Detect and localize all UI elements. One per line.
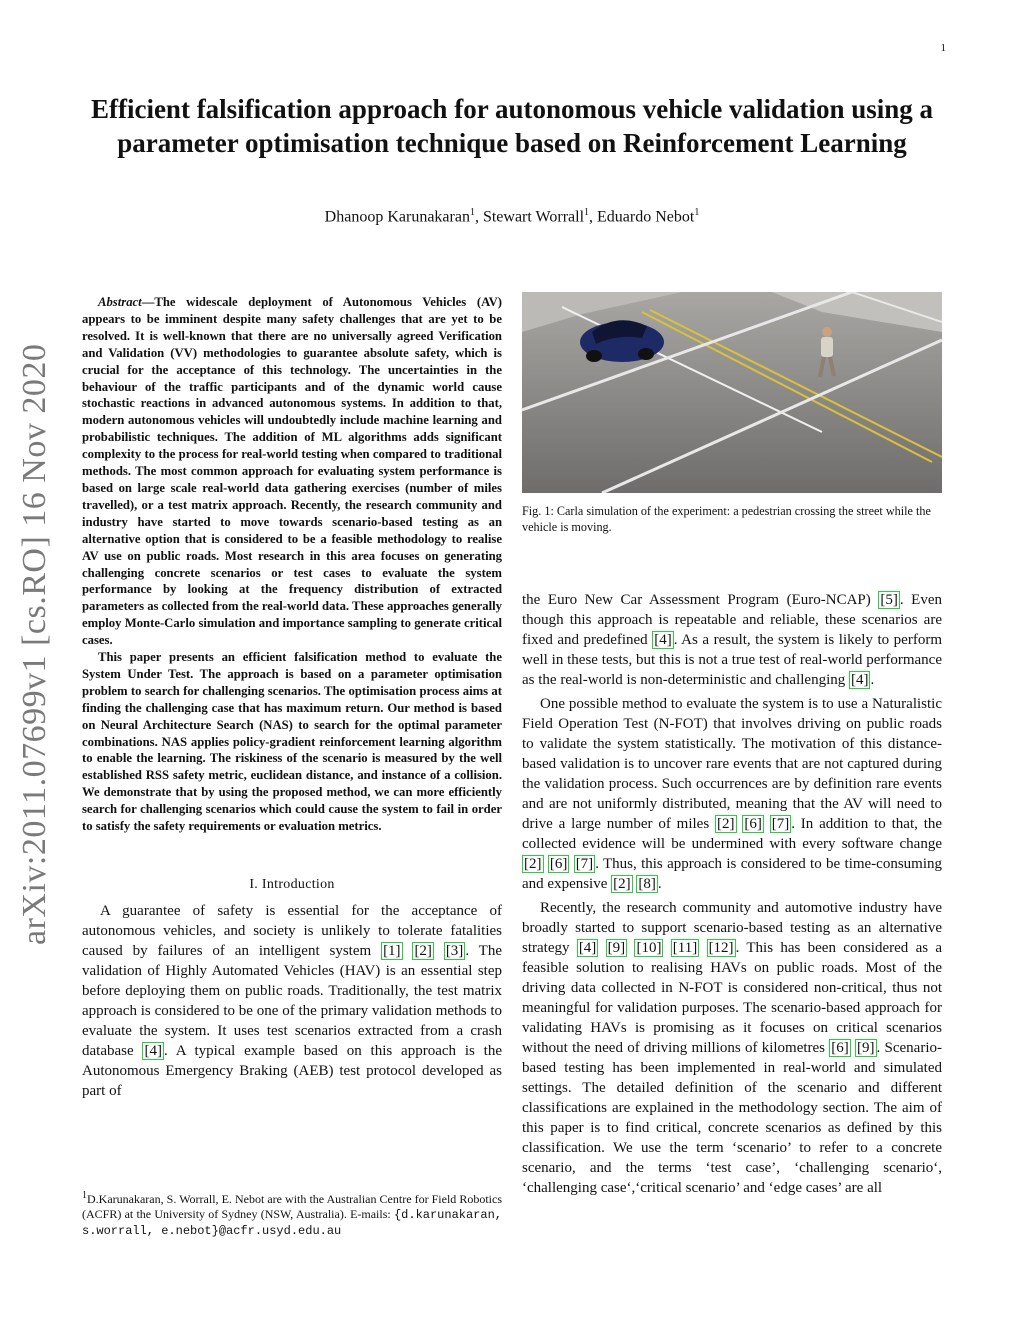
citation-link[interactable]: [4] [654, 632, 672, 648]
footnote-emails: {d.karunakaran, s.worrall, e.nebot}@acfr.usyd.edu.au [82, 1208, 502, 1238]
paper-title: Efficient falsification approach for autonomous vehicle validation using a parameter optimisation technique based on Reinforcement Learning [90, 94, 934, 158]
simulation-image [522, 292, 942, 493]
citation-link[interactable]: [12] [708, 940, 734, 956]
figure-caption-text: Carla simulation of the experiment: a pedestrian crossing the street while the vehicle is moving. [522, 504, 931, 534]
citation-link[interactable]: [8] [638, 876, 656, 892]
citation-link[interactable]: [7] [771, 816, 790, 832]
footnote [82, 1188, 502, 1239]
citation-link[interactable]: [11] [672, 940, 698, 956]
author-name: Eduardo Nebot [597, 208, 695, 226]
footnote-text: D.Karunakaran, S. Worrall, E. Nebot are with the Australian Centre for Field Robotics (ACFR) at the University of Sydney (NSW, Australia). E-mails: [82, 1192, 502, 1221]
citation-link[interactable]: [9] [607, 940, 626, 956]
citation-link[interactable]: [4] [578, 940, 597, 956]
body-paragraph: One possible method to evaluate the system is to use a Naturalistic Field Operation Test (N-FOT) that involves driving on public roads to validate the system statistically. The motivation of this distance-based validation is to uncover rare events that are not captured during the validation process. Such occurrences are by definition rare events and are not uniformly distributed, meaning that the AV will need to drive a large number of miles [2] [6] [7] . In addition to that, the collected evidence will be undermined with every software change [2] [6] [7] . Thus, this approach is considered to be time-consuming and expensive [2] [8] . [522, 696, 943, 892]
citation-link[interactable]: [5] [880, 592, 898, 608]
citation-link[interactable]: [3] [445, 943, 464, 959]
abstract-text: —The widescale deployment of Autonomous Vehicles (AV) appears to be imminent despite many safety challenges that are yet to be resolved. It is well-known that there are no universally agreed Verification and Validation (VV) methodologies to guarantee absolute safety, which is crucial for the acceptance of this technology. The uncertainties in the behaviour of the traffic participants and of the dynamic world cause stochastic reactions in advanced autonomous systems. In addition to that, modern autonomous vehicles will undoubtedly include machine learning and probabilistic techniques. The addition of ML algorithms adds significant complexity to the process for real-world testing when compared to traditional methods. The most common approach for evaluating system performance is based on large scale real-world data gathering exercises (number of miles travelled), or a test matrix approach. Recently, the research community and industry have started to move towards scenario-based testing as an alternative option that is considered to be a feasible methodology to realise AV use on public roads. Most research in this area focuses on generating challenging concrete scenarios or test cases to evaluate the system performance by looking at the frequency distribution of extracted parameters as collected from the real-world data. These approaches generally employ Monte-Carlo simulation and importance sampling to generate critical cases. [82, 295, 502, 648]
citation-link[interactable]: [1] [383, 943, 401, 959]
road-surface [522, 292, 942, 493]
body-paragraph: the Euro New Car Assessment Program (Euro-NCAP) [5] . Even though this approach is repeatable and reliable, these scenarios are fixed and predefined [4] . As a result, the system is likely to perform well in these tests, but this is not a true test of real-world performance as the real-world is non-deterministic and challenging [4] . [522, 592, 942, 688]
figure-carla-simulation [522, 292, 942, 493]
left-column [82, 294, 502, 1101]
abstract-label: Abstract [98, 295, 142, 309]
arxiv-identifier: arXiv:2011.07699v1 [cs.RO] 16 Nov 2020 [16, 343, 53, 945]
abstract-paragraph-2: This paper presents an efficient falsification method to evaluate the System Under Test. The approach is based on a parameter optimisation problem to search for challenging scenarios. The optimisation process aims at finding the challenging case that has maximum return. Our method is based on Neural Architecture Search (NAS) to search for the optimal parameter combinations. NAS applies policy-gradient reinforcement learning algorithm to enable the learning. The riskiness of the scenario is measured by the well established RSS safety metric, euclidean distance, and instance of a collision. We demonstrate that by using the proposed method, we can more efficiently search for challenging scenarios which could cause the system to fail in order to satisfy the safety requirements or evaluation metrics. [82, 650, 502, 834]
figure-caption [522, 503, 942, 535]
citation-link[interactable]: [9] [857, 1040, 875, 1056]
author-list: Dhanoop Karunakaran$^1$, Stewart Worrall$^1$, Eduardo Nebot$^1$ [324, 207, 700, 226]
affiliation-marker: 1 [584, 207, 590, 218]
citation-link[interactable]: [2] [613, 876, 631, 892]
author-name: Dhanoop Karunakaran [324, 208, 470, 226]
citation-link[interactable]: [2] [414, 943, 432, 959]
intro-paragraph: A guarantee of safety is essential for the acceptance of autonomous vehicles, and society is unlikely to tolerate fatalities caused by failures of an intelligent system [1] [2] [3] . The validation of Highly Automated Vehicles (HAV) is an essential step before deploying them on public roads. Traditionally, the test matrix approach is considered to be one of the primary validation methods to evaluate the system. It uses test scenarios extracted from a crash database [4] . A typical example based on this approach is the Autonomous Emergency Braking (AEB) test protocol developed as part of [82, 903, 502, 1099]
affiliation-marker: 1 [694, 207, 700, 218]
citation-link[interactable]: [2] [524, 856, 542, 872]
right-column [522, 292, 942, 1202]
abstract-paragraph [82, 294, 502, 649]
body-paragraph: Recently, the research community and automotive industry have broadly started to support scenario-based testing as an alternative strategy [4] [9] [10] [11] [12] . This has been considered as a feasible solution to realising HAVs on public roads. Most of the driving data collected in N-FOT is considered non-critical, thus not meaningful for validation purposes. The scenario-based approach for validating HAVs is promising as it focuses on critical scenarios without the need of driving millions of kilometres [6] [9] . Scenario-based testing has been implemented in real-world and simulated settings. The detailed definition of the scenario and different classifications are explained in the methodology section. The aim of this paper is to find critical, concrete scenarios as defined by this classification. We use the term ‘scenario’ to refer to a concrete scenario, and the terms ‘test case’, ‘challenging scenario‘, ‘challenging case‘,‘critical scenario’ and ‘edge cases’ are all [522, 900, 943, 1196]
citation-link[interactable]: [4] [850, 672, 869, 688]
citation-link[interactable]: [6] [744, 816, 762, 832]
right-body [522, 590, 942, 1198]
footnote-marker: 1 [82, 1190, 87, 1201]
figure-caption-label: Fig. 1: [522, 504, 554, 518]
citation-link[interactable]: [6] [549, 856, 568, 872]
page-number: 1 [940, 42, 946, 54]
abstract [82, 294, 502, 835]
citation-link[interactable]: [6] [831, 1040, 849, 1056]
author-name: Stewart Worrall [482, 208, 585, 226]
section-heading-introduction: I. Introduction [249, 877, 335, 892]
citation-link[interactable]: [4] [144, 1043, 162, 1059]
citation-link[interactable]: [10] [636, 940, 662, 956]
affiliation-marker: 1 [469, 207, 475, 218]
citation-link[interactable]: [7] [575, 856, 594, 872]
citation-link[interactable]: [2] [717, 816, 735, 832]
